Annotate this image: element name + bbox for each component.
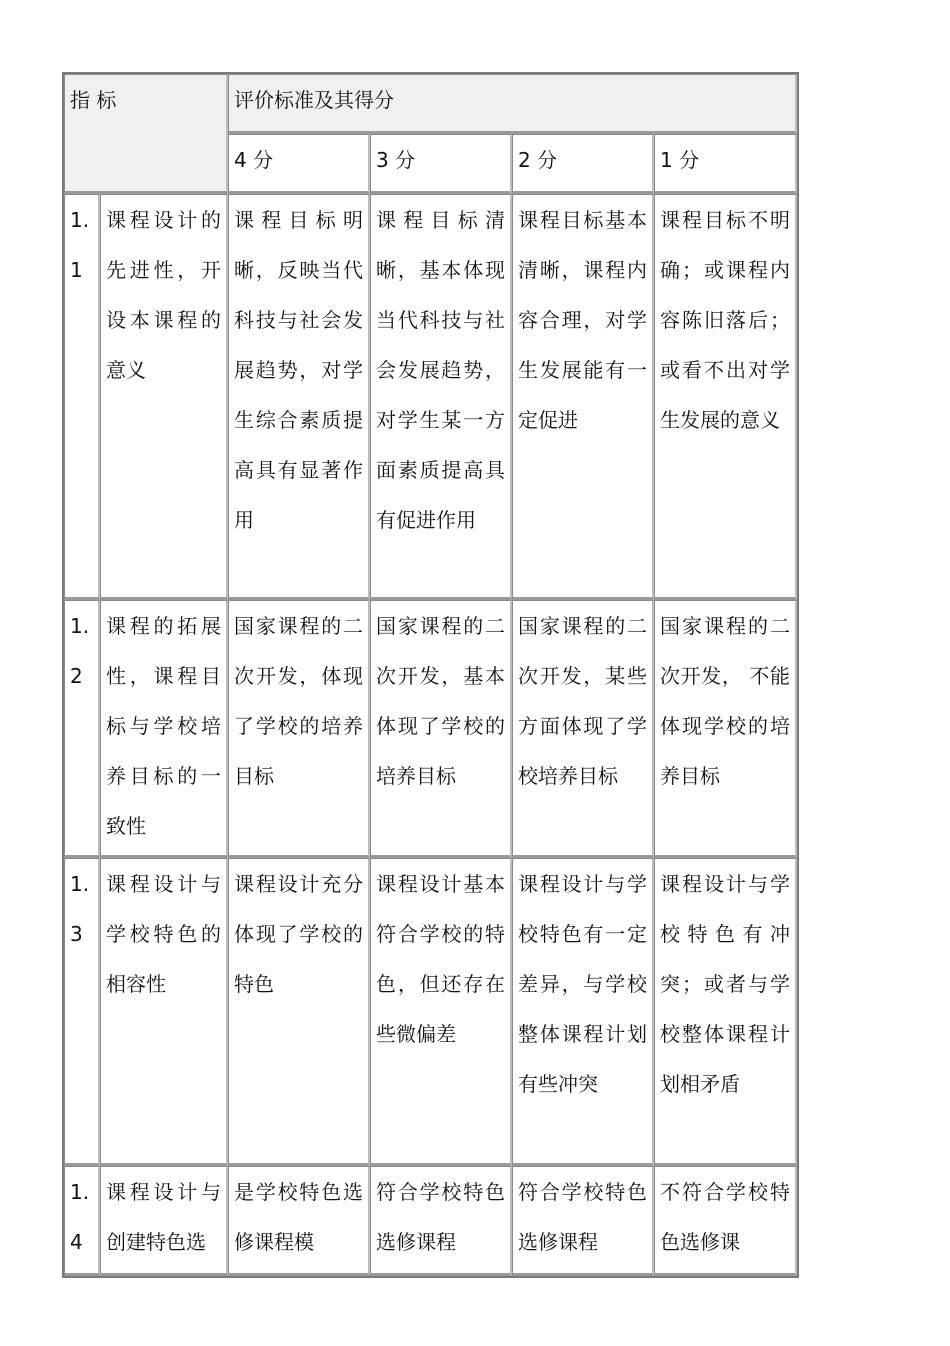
indicator-text: 课程设计与创建特色选: [106, 1180, 222, 1254]
indicator-header: 指 标: [64, 74, 228, 194]
criteria-cell-2: 国家课程的二次开发，某些方面体现了学校培养目标: [512, 600, 654, 858]
row-number: 1.1: [64, 194, 100, 600]
header-row-top: [64, 74, 797, 134]
criteria-cell-2: [512, 1166, 654, 1276]
indicator-cell: 课程的拓展性，课程目标与学校培养目标的一致性: [100, 600, 228, 858]
criteria-cell-1: [654, 1166, 797, 1276]
indicator-cell: [100, 1166, 228, 1276]
criteria-text: 符合学校特色选修课程: [376, 1180, 506, 1254]
criteria-cell-1: 课程目标不明确；或课程内容陈旧落后；或看不出对学生发展的意义: [654, 194, 797, 600]
criteria-cell-1: 国家课程的二次开发， 不能体现学校的培养目标: [654, 600, 797, 858]
table-row: [64, 858, 797, 1166]
table-row: [64, 194, 797, 600]
criteria-cell-2: 课程目标基本清晰，课程内容合理，对学生发展能有一定促进: [512, 194, 654, 600]
criteria-cell-3: 国家课程的二次开发，基本体现了学校的培养目标: [370, 600, 512, 858]
criteria-cell-3: [370, 1166, 512, 1276]
score-header-4: 4 分: [228, 134, 370, 194]
score-header-3: 3 分: [370, 134, 512, 194]
criteria-cell-4: [228, 1166, 370, 1276]
indicator-cell: 课程设计与学校特色的相容性: [100, 858, 228, 1166]
criteria-cell-2: 课程设计与学校特色有一定差异，与学校整体课程计划有些冲突: [512, 858, 654, 1166]
criteria-cell-1: 课程设计与学校特色有冲突；或者与学校整体课程计划相矛盾: [654, 858, 797, 1166]
criteria-cell-4: 国家课程的二次开发，体现了学校的培养目标: [228, 600, 370, 858]
criteria-text: 是学校特色选修课程模: [234, 1180, 364, 1254]
table-row: [64, 1166, 797, 1276]
criteria-text: 符合学校特色选修课程: [518, 1180, 648, 1254]
evaluation-rubric-table: [62, 72, 799, 1278]
criteria-cell-4: 课程设计充分体现了学校的特色: [228, 858, 370, 1166]
row-number: 1.3: [64, 858, 100, 1166]
criteria-cell-3: 课程设计基本符合学校的特色，但还存在些微偏差: [370, 858, 512, 1166]
score-header-2: 2 分: [512, 134, 654, 194]
criteria-header: 评价标准及其得分: [228, 74, 797, 134]
criteria-cell-3: 课程目标清晰，基本体现当代科技与社会发展趋势，对学生某一方面素质提高具有促进作用: [370, 194, 512, 600]
row-number: 1.2: [64, 600, 100, 858]
score-header-1: 1 分: [654, 134, 797, 194]
table-row: [64, 600, 797, 858]
row-number: 1.4: [64, 1166, 100, 1276]
criteria-cell-4: 课程目标明晰，反映当代科技与社会发展趋势，对学生综合素质提高具有显著作用: [228, 194, 370, 600]
indicator-cell: 课程设计的先进性，开设本课程的意义: [100, 194, 228, 600]
criteria-text: 不符合学校特色选修课: [660, 1180, 791, 1254]
